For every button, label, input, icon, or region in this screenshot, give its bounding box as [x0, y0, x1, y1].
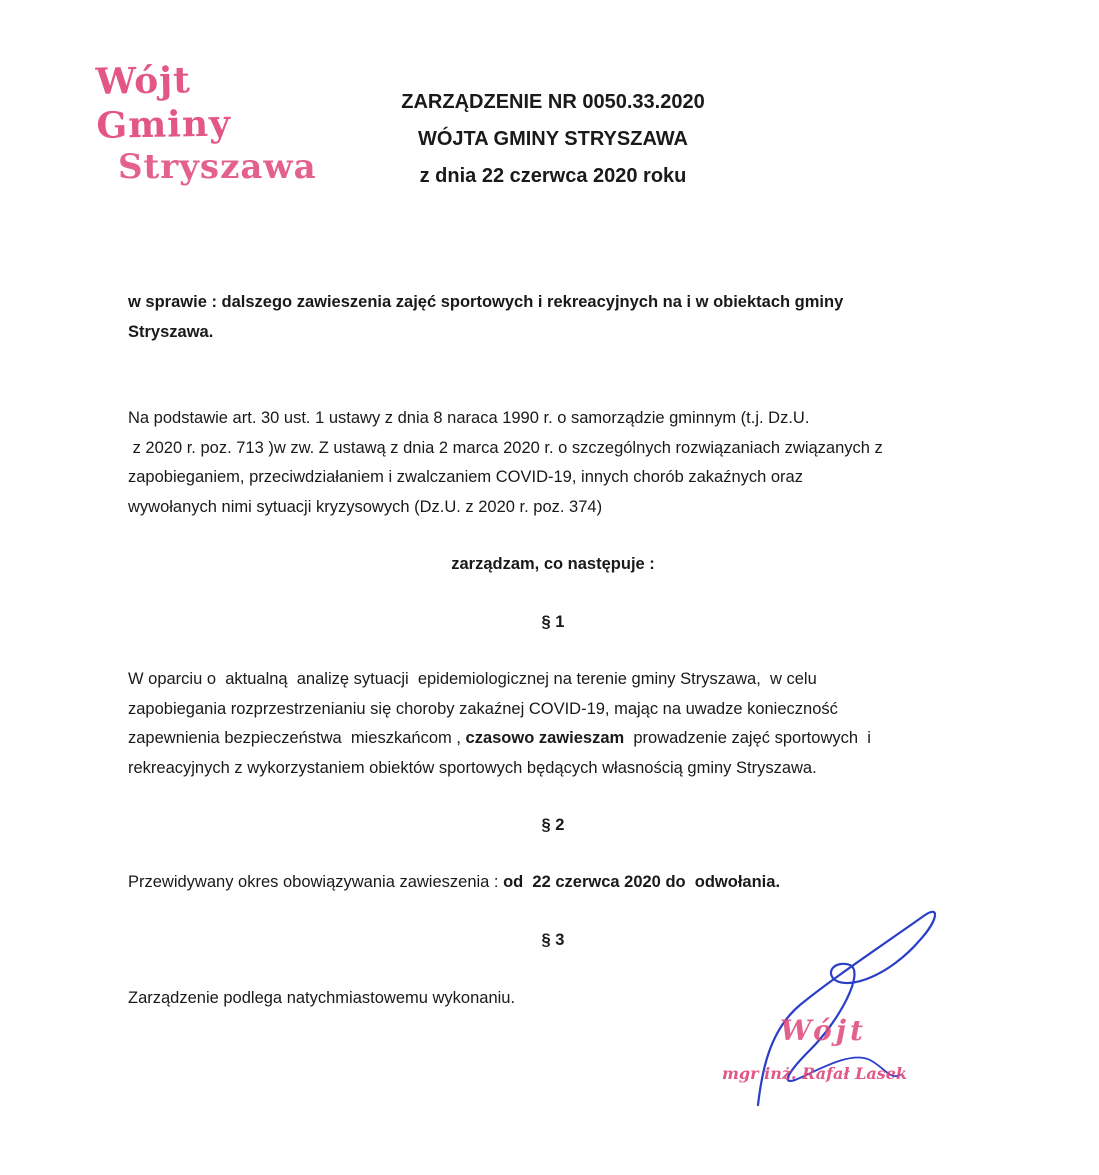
- stamp-line-2: Stryszawa: [118, 147, 317, 187]
- header-title: ZARZĄDZENIE NR 0050.33.2020: [401, 91, 705, 113]
- document-header: [300, 84, 806, 195]
- section-1-line: rekreacyjnych z wykorzystaniem obiektów sportowych będących własnością gminy Stryszawa.: [128, 758, 817, 777]
- office-stamp: [95, 58, 317, 188]
- basis-line: z 2020 r. poz. 713 )w zw. Z ustawą z dnia 2 marca 2020 r. o szczególnych rozwiązaniach związanych z: [128, 438, 883, 457]
- section-1-paragraph: [128, 665, 978, 783]
- subject-line: w sprawie : dalszego zawieszenia zajęć sportowych i rekreacyjnych na i w obiektach gminy: [128, 293, 844, 311]
- section-2-text: Przewidywany okres obowiązywania zawieszenia :: [128, 873, 504, 891]
- suspension-period: od 22 czerwca 2020 do odwołania.: [503, 873, 781, 891]
- section-1-line: zapobiegania rozprzestrzenianiu się choroby zakaźnej COVID-19, mając na uwadze konieczność: [128, 699, 838, 718]
- suspension-emphasis: czasowo zawieszam: [465, 729, 625, 747]
- section-1-line-end: prowadzenie zajęć sportowych i: [624, 729, 871, 747]
- section-3-paragraph: Zarządzenie podlega natychmiastowemu wykonaniu.: [128, 989, 516, 1007]
- stamp-line-1: Wójt Gminy: [95, 59, 232, 147]
- section-1-line-start: zapewnienia bezpieczeństwa mieszkańcom ,: [128, 729, 466, 747]
- basis-line: Na podstawie art. 30 ust. 1 ustawy z dnia 8 naraca 1990 r. o samorządzie gminnym (t.j. Dz.U.: [128, 409, 810, 427]
- basis-line: wywołanych nimi sytuacji kryzysowych (Dz.U. z 2020 r. poz. 374): [128, 497, 603, 516]
- header-issuer: WÓJTA GMINY STRYSZAWA: [417, 128, 688, 150]
- section-3-heading: § 3: [541, 931, 565, 949]
- basis-line: zapobieganiem, przeciwdziałaniem i zwalczaniem COVID-19, innych chorób zakaźnych oraz: [128, 468, 803, 486]
- section-2-heading: § 2: [541, 816, 565, 834]
- header-date: z dnia 22 czerwca 2020 roku: [419, 165, 687, 187]
- section-1-heading: § 1: [541, 613, 565, 631]
- signature-title: Wójt: [780, 1014, 867, 1047]
- subject-line: Stryszawa.: [128, 322, 214, 341]
- section-1-line: W oparciu o aktualną analizę sytuacji epidemiologicznej na terenie gminy Stryszawa, w celu: [128, 670, 817, 688]
- legal-basis-paragraph: [128, 404, 978, 522]
- section-1-line: [128, 724, 978, 754]
- ordain-statement: zarządzam, co następuje :: [451, 555, 655, 573]
- signatory-name: mgr inż. Rafał Lasek: [722, 1064, 907, 1083]
- section-2-paragraph: [128, 868, 978, 898]
- subject-paragraph: [128, 288, 978, 347]
